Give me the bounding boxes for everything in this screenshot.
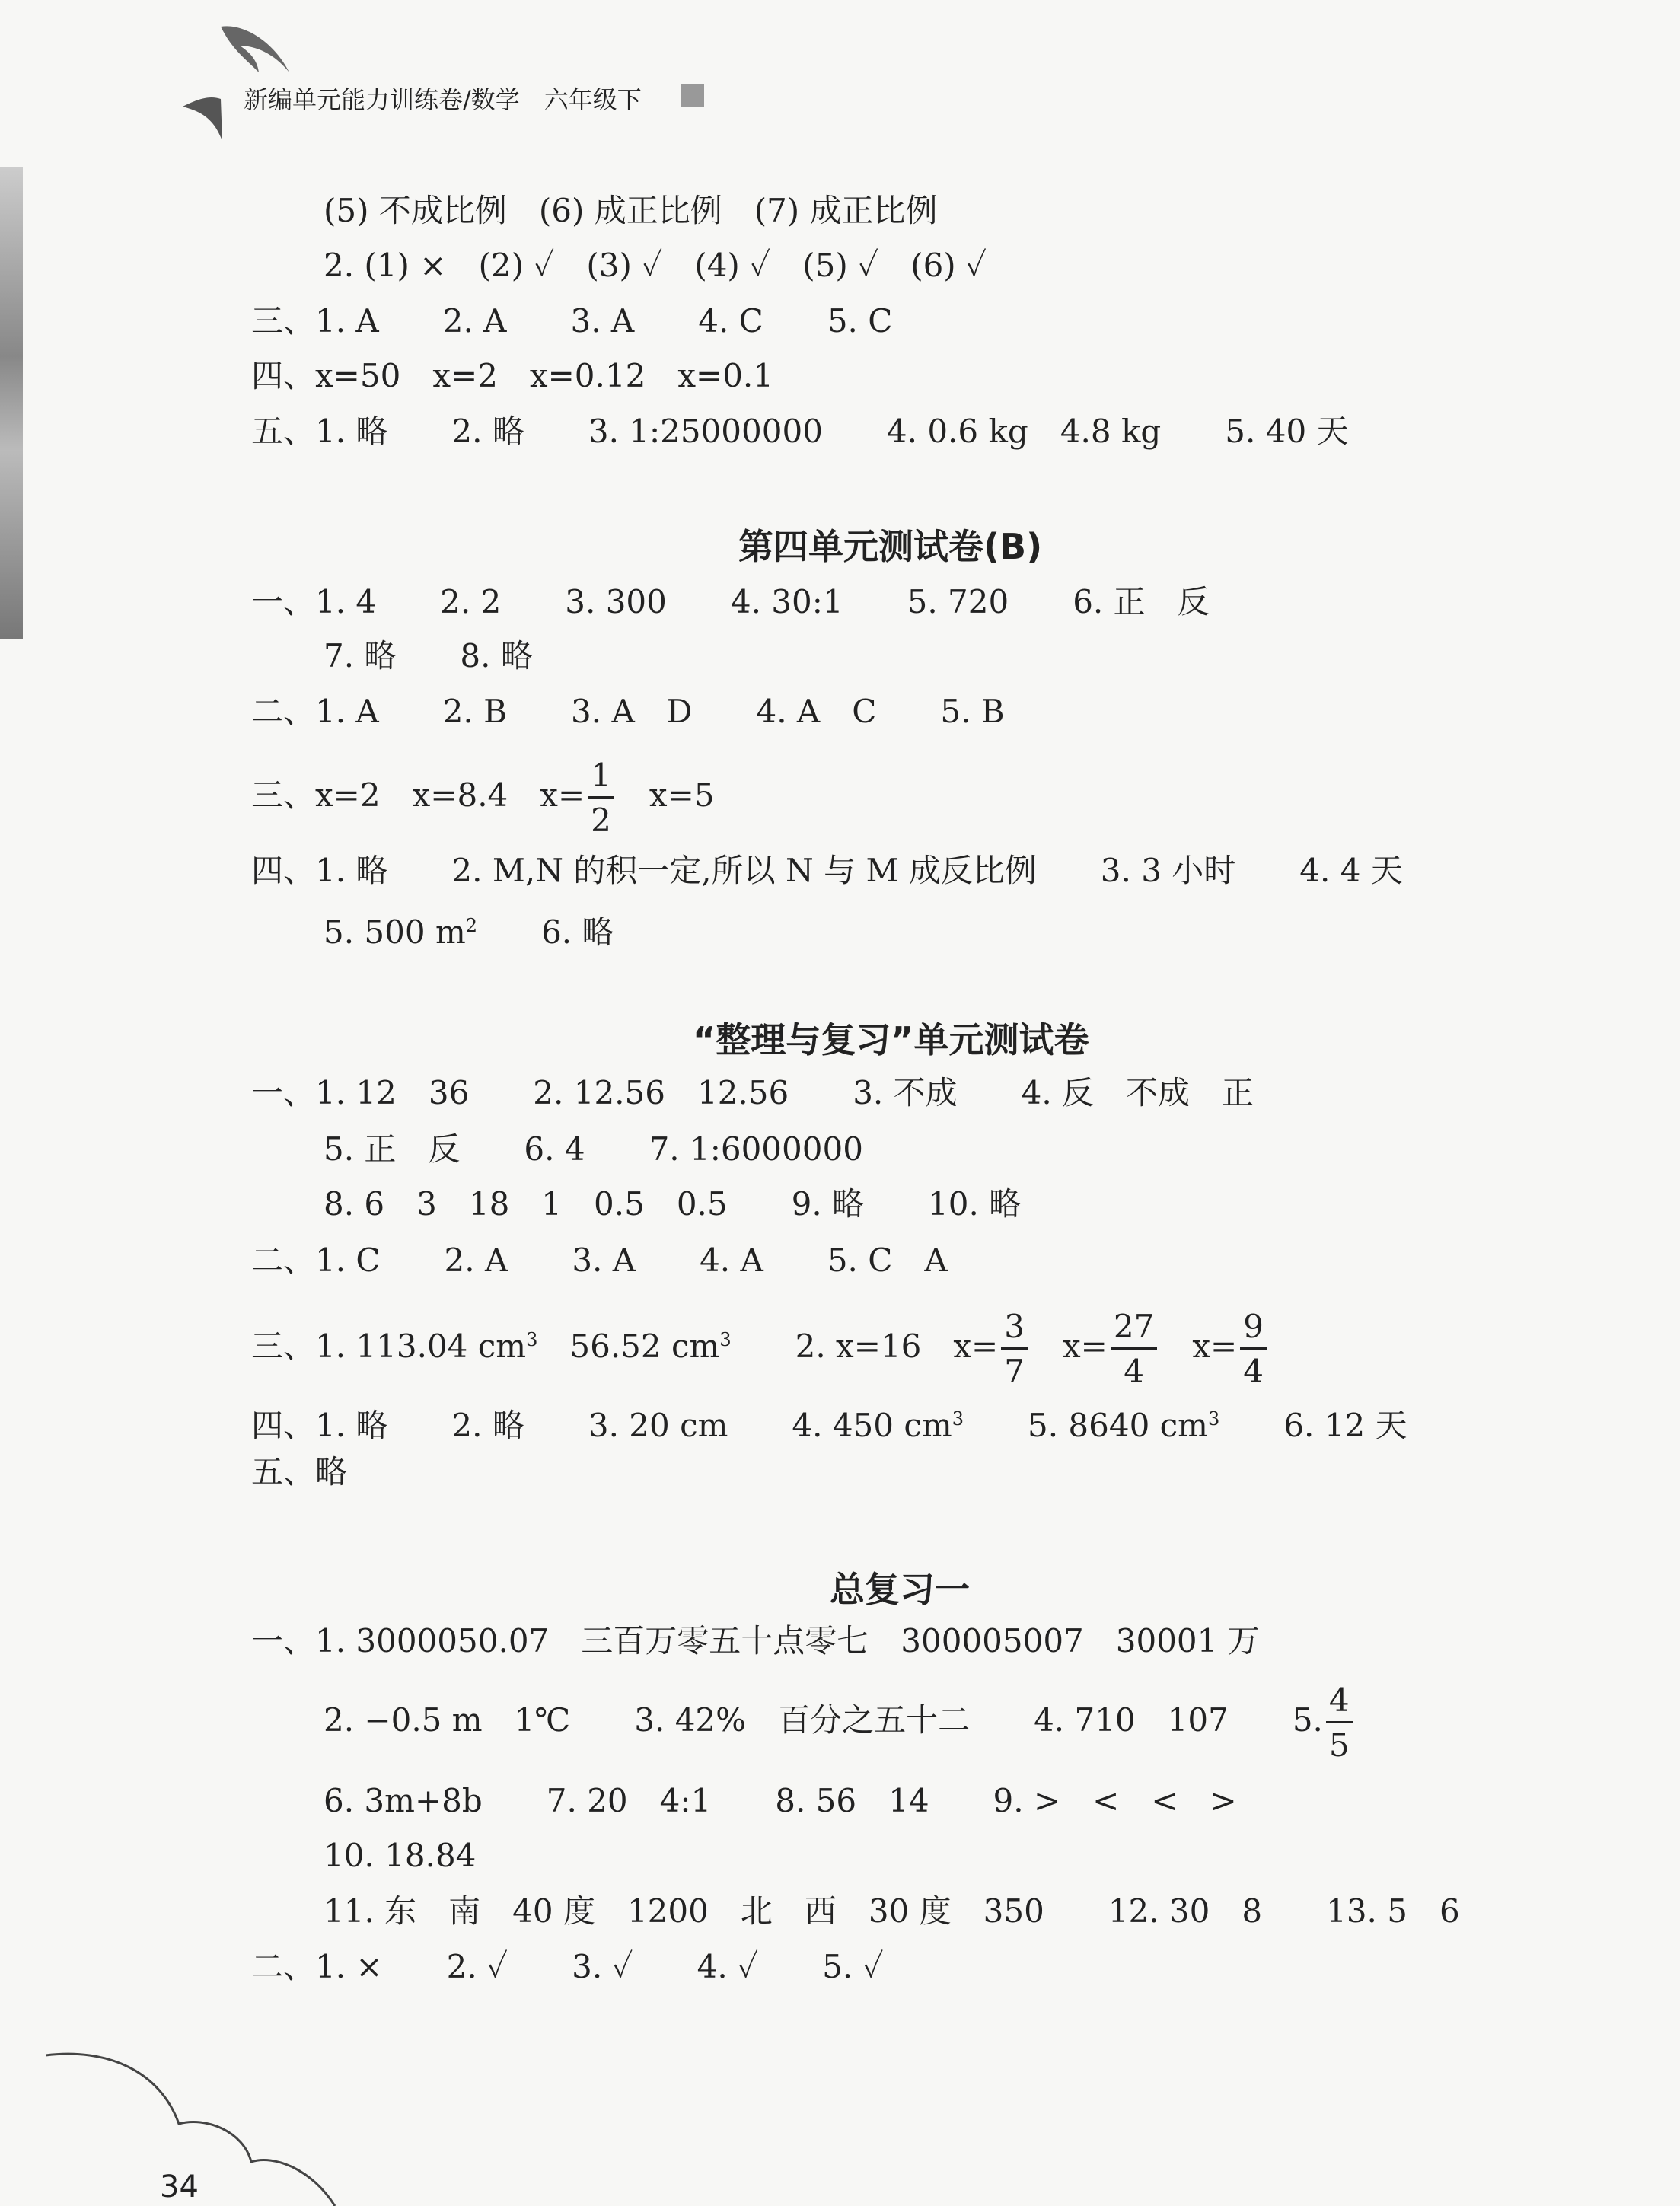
section-title-unit4b: 第四单元测试卷(B): [738, 526, 1043, 567]
prev-line-5: 五、1. 略 2. 略 3. 1:25000000 4. 0.6 kg 4.8 kg 5. 40 天: [251, 413, 1349, 450]
fraction: $\frac{1}{2}$: [588, 760, 614, 837]
prev-line-2: 2. (1) × (2) ✓ (3) ✓ (4) ✓ (5) ✓ (6) ✓: [324, 247, 987, 284]
fraction: $\frac{3}{7}$: [1001, 1311, 1028, 1388]
general-line-3: 6. 3m+8b 7. 20 4:1 8. 56 14 9. > < < >: [324, 1782, 1237, 1819]
b-line-2: 7. 略 8. 略: [324, 637, 533, 674]
section-title-general-review: 总复习一: [830, 1569, 970, 1610]
prev-line-3: 三、1. A 2. A 3. A 4. C 5. C: [251, 302, 893, 340]
bird-icon: [167, 15, 297, 145]
cloud-decoration-icon: [46, 2040, 365, 2206]
review-line-1: 一、1. 12 36 2. 12.56 12.56 3. 不成 4. 反 不成 正: [251, 1074, 1254, 1111]
b-line-1: 一、1. 4 2. 2 3. 300 4. 30:1 5. 720 6. 正 反: [251, 583, 1210, 620]
review-line-4: 二、1. C 2. A 3. A 4. A 5. C A: [251, 1242, 948, 1279]
fraction: $\frac{27}{4}$: [1111, 1311, 1157, 1388]
header-square: [681, 84, 704, 107]
section-title-review: “整理与复习”单元测试卷: [693, 1019, 1089, 1060]
review-line-5: 三、1. 113.04 $cm^3$ 56.52 $cm^3$ 2. x=16 x= $\frac{3}{7}$ x= $\frac{27}{4}$ x= $\frac{9}{4}$: [251, 1294, 1270, 1392]
review-line-7: 五、略: [251, 1453, 348, 1490]
b-line-4-text: 三、x=2 x=8.4 x=: [251, 776, 585, 814]
fraction: $\frac{4}{5}$: [1326, 1685, 1353, 1761]
b-line-3: 二、1. A 2. B 3. A D 4. A C 5. B: [251, 693, 1005, 730]
review-line-2: 5. 正 反 6. 4 7. 1:6000000: [324, 1130, 863, 1168]
b-line-4-tail: x=5: [649, 776, 715, 814]
general-line-6: 二、1. × 2. ✓ 3. ✓ 4. ✓ 5. ✓: [251, 1948, 884, 1985]
page-number: 34: [160, 2169, 199, 2204]
general-line-4: 10. 18.84: [324, 1837, 477, 1874]
general-line-1: 一、1. 3000050.07 三百万零五十点零七 300005007 30001 万: [251, 1622, 1260, 1659]
b-line-4: [251, 750, 715, 841]
b-line-5: 四、1. 略 2. M,N 的积一定,所以 N 与 M 成反比例 3. 3 小时 4. 4 天: [251, 852, 1403, 889]
general-line-5: 11. 东 南 40 度 1200 北 西 30 度 350 12. 30 8 13. 5 6: [324, 1892, 1460, 1930]
general-line-2: 2. −0.5 m 1℃ 3. 42% 百分之五十二 4. 710 107 5. $\frac{4}{5}$: [324, 1675, 1356, 1766]
review-line-6: 四、1. 略 2. 略 3. 20 cm 4. 450 $cm^3$ 5. 8640 $cm^3$ 6. 12 天: [251, 1407, 1407, 1444]
fraction: $\frac{9}{4}$: [1240, 1311, 1267, 1388]
prev-line-4: 四、x=50 x=2 x=0.12 x=0.1: [251, 357, 773, 394]
review-line-3: 8. 6 3 18 1 0.5 0.5 9. 略 10. 略: [324, 1185, 1022, 1223]
prev-line-1: (5) 不成比例 (6) 成正比例 (7) 成正比例: [324, 192, 938, 229]
book-title: 新编单元能力训练卷/数学 六年级下: [244, 85, 642, 114]
b-line-6: 5. 500 $m^2$ 6. 略: [324, 913, 614, 951]
side-photo-strip: [0, 167, 23, 639]
